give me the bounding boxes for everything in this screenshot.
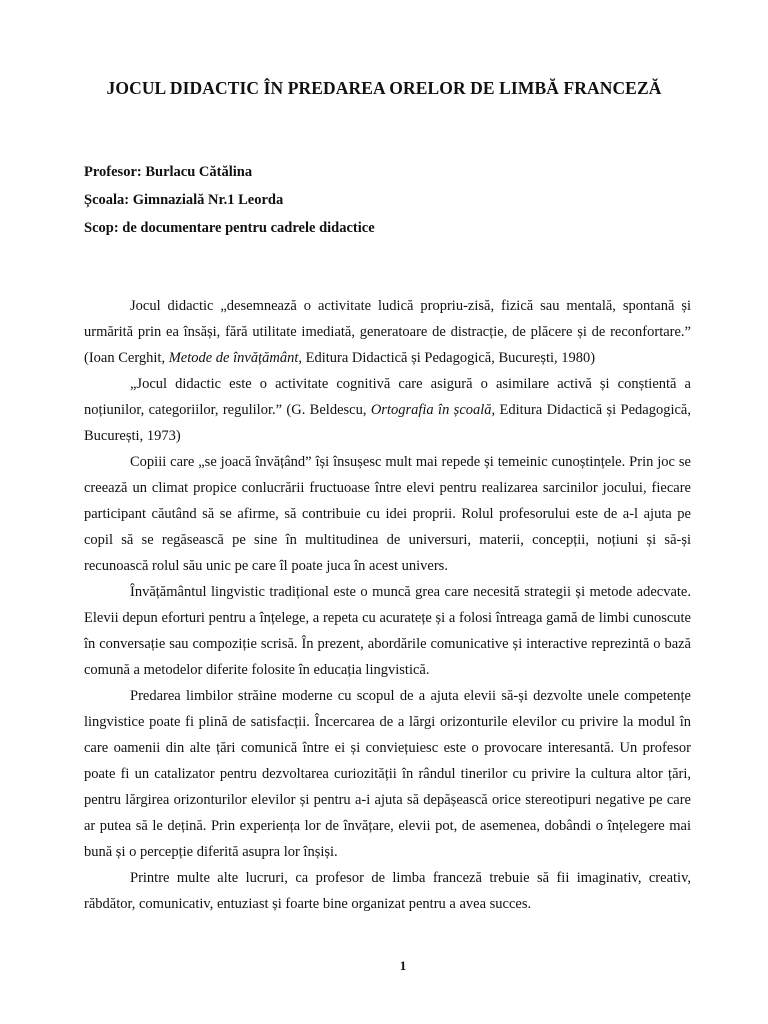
paragraph-text: „Jocul didactic este o activitate cognitivă care asigură o asimilare activă și conștientă a noțiunilor, categoriilor, regulilor.” (G. Beldescu, [84, 376, 691, 418]
document-body [84, 293, 691, 917]
paragraph-text: , Editura Didactică și Pedagogică, București, 1973) [84, 402, 691, 444]
paragraph-text: Printre multe alte lucruri, ca profesor de limba franceză trebuie să fii imaginativ, creativ, răbdător, comunicativ, entuziast și foarte bine organizat pentru a avea succes. [84, 870, 691, 912]
paragraph-predarea [84, 683, 691, 865]
paragraph-printre [84, 865, 691, 917]
paragraph-text: Predarea limbilor străine moderne cu scopul de a ajuta elevii să-și dezvolte unele competențe lingvistice poate fi plină de satisfacții. Încercarea de a lărgi orizonturile elevilor cu privire la modul în care oamenii din alte țări comunică între ei și conviețuiesc este o provocare interesantă. Un profesor poate fi un catalizator pentru dezvoltarea curiozității în rândul tinerilor cu privire la cultura altor țări, pentru lărgirea orizonturilor elevilor și pentru a-i ajuta să depășească orice stereotipuri negative pe care ar putea să le dețină. Prin experiența lor de învățare, elevii pot, de asemenea, dobândi o înțelegere mai bună și o percepție diferită asupra lor înșiși. [84, 688, 691, 860]
book-title-ortografia: Ortografia în școală [370, 402, 492, 418]
school-line: Școala: Gimnazială Nr.1 Leorda [84, 192, 284, 208]
paragraph-copiii [84, 449, 691, 579]
paragraph-text: Jocul didactic „desemnează o activitate ludică propriu-zisă, fizică sau mentală, spontană și urmărită prin ea însăși, fără utilitate imediată, generatoare de distracție, de plăcere și de reconfortare.” (Ioan Cerghit, [84, 298, 691, 366]
paragraph-beldescu-quote [84, 371, 691, 449]
document-title: JOCUL DIDACTIC ÎN PREDAREA ORELOR DE LIMBĂ FRANCEZĂ [106, 78, 662, 98]
teacher-line: Profesor: Burlacu Cătălina [84, 164, 253, 180]
page-number: 1 [399, 958, 407, 973]
book-title-metode: Metode de învățământ [168, 350, 299, 366]
paragraph-ceghit-quote [84, 293, 691, 371]
purpose-line: Scop: de documentare pentru cadrele didactice [84, 220, 375, 236]
paragraph-text: Învățământul lingvistic tradițional este o muncă grea care necesită strategii și metode adecvate. Elevii depun eforturi pentru a înțelege, a repeta cu acuratețe și a folosi întreaga gamă de limbi cunoscute în conversație sau compoziție scrisă. În prezent, abordările comunicative și interactive reprezintă o bază comună a metodelor diferite folosite în educația lingvistică. [84, 584, 691, 678]
paragraph-text: Copiii care „se joacă învățând” își însușesc mult mai repede și temeinic cunoștințele. Prin joc se creează un climat propice conlucrării fructuoase între elevi pentru realizarea sarcinilor jocului, fiecare participant căutând să se afirme, să contribuie cu idei proprii. Rolul profesorului este de a-l ajuta pe copil să se regăsească pe sine în multitudinea de universuri, materii, concepții, noțiuni și să-și recunoască rolul său unic pe care îl poate juca în acest univers. [84, 454, 691, 574]
document-meta [84, 162, 694, 246]
paragraph-invatamantul [84, 579, 691, 683]
paragraph-text: , Editura Didactică și Pedagogică, București, 1980) [298, 350, 596, 366]
